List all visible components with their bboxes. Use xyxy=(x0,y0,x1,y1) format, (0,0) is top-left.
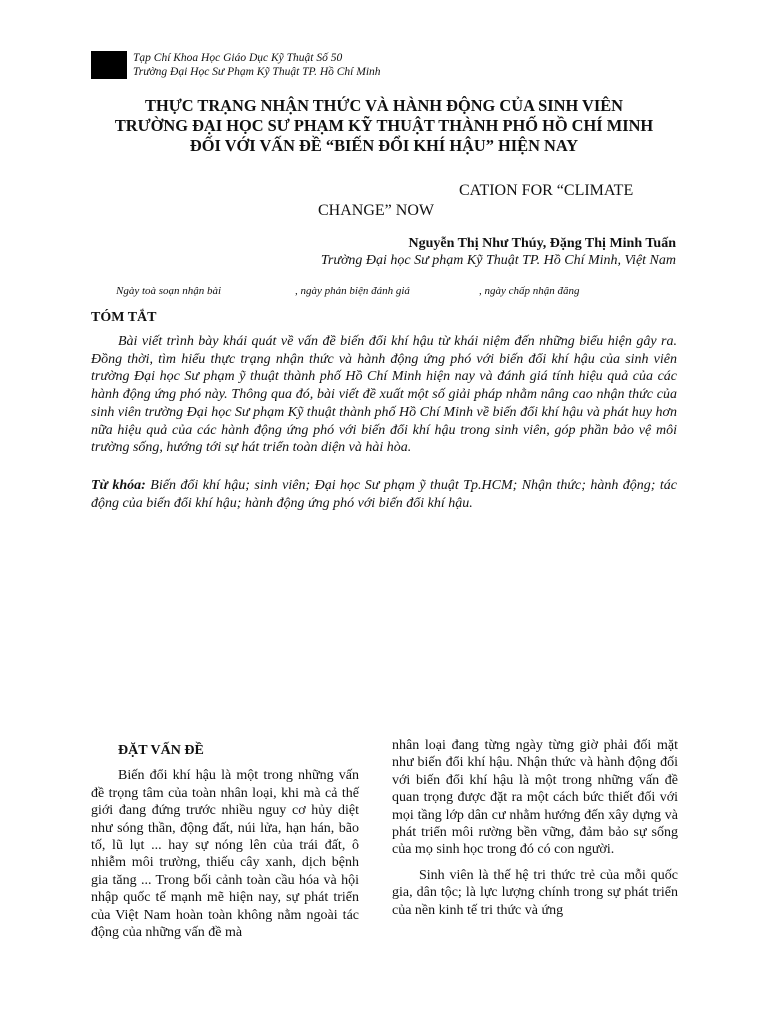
authors: Nguyễn Thị Như Thúy, Đặng Thị Minh Tuấn xyxy=(408,236,676,251)
left-column xyxy=(91,742,359,941)
paper-title xyxy=(80,96,688,156)
right-paragraph-2: Sinh viên là thế hệ tri thức trẻ của mỗi quốc gia, dân tộc; là lực lượng chính trong sự phát triển của nền kinh tế tri thức và ứng xyxy=(392,867,678,918)
right-column xyxy=(392,737,678,919)
section-heading: ĐẶT VẤN ĐỀ xyxy=(118,743,204,758)
title-line-1: THỰC TRẠNG NHẬN THỨC VÀ HÀNH ĐỘNG CỦA SINH VIÊN xyxy=(145,96,623,115)
english-title-line-1: CATION FOR “CLIMATE xyxy=(459,182,634,199)
journal-publisher: Trường Đại Học Sư Phạm Kỹ Thuật TP. Hồ Chí Minh xyxy=(133,66,381,78)
date-reviewed: , ngày phản biện đánh giá xyxy=(295,285,410,297)
journal-header xyxy=(133,51,381,79)
date-received: Ngày toà soạn nhận bài xyxy=(116,285,222,297)
title-line-3: ĐỐI VỚI VẤN ĐỀ “BIẾN ĐỔI KHÍ HẬU” HIỆN NAY xyxy=(189,136,579,155)
journal-name: Tạp Chí Khoa Học Giáo Dục Kỹ Thuật Số 50 xyxy=(133,52,343,64)
right-paragraph-1: nhân loại đang từng ngày từng giờ phải đối mặt như biến đổi khí hậu. Nhận thức và hành động đối với biến đổi khí hậu là một trong những vấn đề quan trọng được đặt ra một cách bức thiết đối với mọi tầng lớp dân cư nhằm hướng đến xây dựng và phát triển môi rường bền vững, đảm bảo sự sống của mọ sinh học trong đó có con người. xyxy=(392,738,678,858)
date-accepted: , ngày chấp nhận đăng xyxy=(479,285,580,297)
abstract-text: Bài viết trình bày khái quát về vấn đề biến đổi khí hậu từ khái niệm đến những biểu hiện gây ra. Đồng thời, tìm hiểu thực trạng nhận thức và hành động ứng phó với biến đổi khí hậu của sinh viên trường Đại học Sư phạm ỹ thuật thành phố Hồ Chí Minh hiện nay và đánh giá tính hiệu quả của các hành động ứng phó này. Thông qua đó, bài viết đề xuất một số giải pháp nhằm nâng cao nhận thức của sinh viên trường Đại học Sư phạm Kỹ thuật thành phố Hồ Chí Minh về biến đổi khí hậu và phát huy hơn nữa hiệu quả của các hành động ứng phó với biến đổi khí hậu trong sinh viên, góp phần bảo vệ môi trường sống, hướng tới sự hát triển toàn diện và hài hòa. xyxy=(91,334,677,456)
keywords-text: Biến đổi khí hậu; sinh viên; Đại học Sư phạm ỹ thuật Tp.HCM; Nhận thức; hành động; tác động của biến đổi khí hậu; hành động ứng phó với biến đổi khí hậu. xyxy=(91,478,678,511)
title-line-2: TRƯỜNG ĐẠI HỌC SƯ PHẠM KỸ THUẬT THÀNH PHỐ HỒ CHÍ MINH xyxy=(114,116,654,135)
keywords-label: Từ khóa: xyxy=(91,478,146,493)
affiliation: Trường Đại học Sư phạm Kỹ Thuật TP. Hồ Chí Minh, Việt Nam xyxy=(320,253,676,268)
left-paragraph-1: Biến đổi khí hậu là một trong những vấn đề trọng tâm của toàn nhân loại, khi mà cả thế giới đang đứng trước nhiều nguy cơ hủy diệt như sóng thần, động đất, núi lửa, hạn hán, bão tố, lũ lụt ... hay sự nóng lên của trái đất, ô nhiễm môi trường, thiếu cây xanh, dịch bệnh gia tăng ... Trong bối cảnh toàn cầu hóa và hội nhập quốc tế mạnh mẽ hiện nay, sự phát triển của Việt Nam hoàn toàn không nằm ngoài tác động của những vấn đề mà xyxy=(91,768,359,941)
abstract-heading: TÓM TẮT xyxy=(91,310,157,325)
keywords xyxy=(91,477,677,512)
journal-logo-block xyxy=(91,51,127,79)
english-title-line-2: CHANGE” NOW xyxy=(318,202,434,219)
